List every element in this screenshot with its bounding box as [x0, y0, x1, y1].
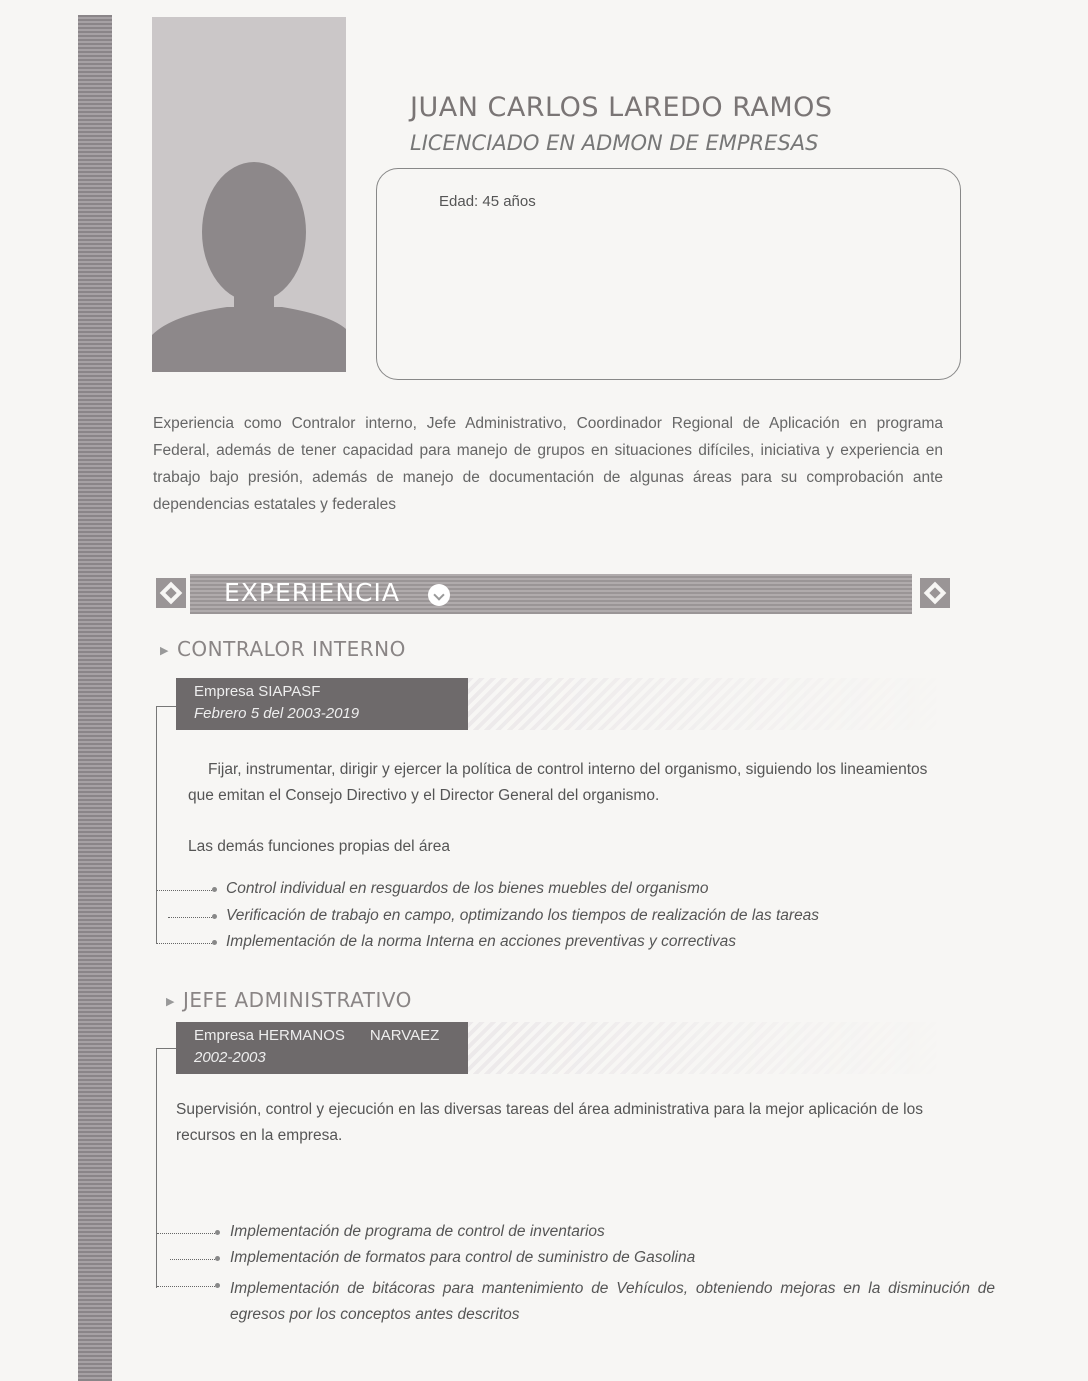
employment-period: 2002-2003	[194, 1049, 266, 1066]
candidate-name: JUAN CARLOS LAREDO RAMOS	[410, 92, 833, 123]
timeline-connector	[156, 706, 157, 944]
job-description: Supervisión, control y ejecución en las diversas tareas del área administrativa para la mejor aplicación de los recursos en la empresa.	[176, 1101, 923, 1144]
bullet-connector	[157, 943, 212, 944]
section-title: EXPERIENCIA	[224, 578, 400, 607]
job-title-text: JEFE ADMINISTRATIVO	[182, 988, 412, 1012]
job-note: Las demás funciones propias del área	[188, 838, 450, 855]
candidate-degree: LICENCIADO EN ADMON DE EMPRESAS	[410, 131, 819, 155]
company-name: Empresa HERMANOS NARVAEZ	[194, 1027, 440, 1044]
section-right-ornament-icon	[920, 578, 950, 608]
section-left-ornament-icon	[156, 578, 186, 608]
section-header-experiencia	[190, 574, 912, 614]
job-description: Fijar, instrumentar, dirigir y ejercer la política de control interno del organismo, siguiendo los lineamientos que emitan el Consejo Directivo y el Director General del organismo.	[188, 761, 928, 804]
sidebar-decorative-bar	[78, 15, 112, 1381]
triangle-right-icon: ▶	[166, 995, 175, 1008]
job-title-1	[160, 637, 406, 661]
job-title-2	[166, 988, 412, 1012]
timeline-connector	[156, 1048, 157, 1288]
job-bullet: Implementación de formatos para control de suministro de Gasolina	[230, 1249, 696, 1266]
chevron-down-icon	[428, 584, 450, 606]
triangle-right-icon: ▶	[160, 644, 169, 657]
company-banner	[176, 678, 468, 730]
age-text: Edad: 45 años	[439, 193, 536, 210]
job-bullet: Implementación de la norma Interna en acciones preventivas y correctivas	[226, 933, 737, 950]
job-bullet: Implementación de bitácoras para mantenimiento de Vehículos, obteniendo mejoras en la disminución de egresos por los conceptos antes descritos	[230, 1280, 995, 1323]
company-banner	[176, 1022, 468, 1074]
company-banner-fade	[468, 1022, 948, 1074]
job-title-text: CONTRALOR INTERNO	[176, 637, 406, 661]
bullet-connector	[157, 890, 212, 891]
company-name: Empresa SIAPASF	[194, 683, 321, 700]
bullet-connector	[168, 917, 212, 918]
job-bullet: Implementación de programa de control de inventarios	[230, 1223, 605, 1240]
timeline-tick	[156, 1048, 176, 1049]
employment-period: Febrero 5 del 2003-2019	[194, 705, 360, 722]
profile-photo-placeholder	[152, 17, 346, 372]
bullet-connector	[157, 1286, 215, 1287]
profile-summary: Experiencia como Contralor interno, Jefe Administrativo, Coordinador Regional de Aplicación en programa Federal, además de tener capacidad para manejo de grupos en situaciones difíciles, iniciativa y experiencia en trabajo bajo presión, además de manejo de documentación de algunas áreas para su comprobación ante dependencias estatales y federales	[153, 415, 943, 513]
job-bullet: Control individual en resguardos de los bienes muebles del organismo	[226, 880, 709, 897]
bullet-connector	[170, 1259, 215, 1260]
personal-info-box	[376, 168, 961, 380]
bullet-connector	[157, 1233, 215, 1234]
job-bullet: Verificación de trabajo en campo, optimizando los tiempos de realización de las tareas	[226, 907, 820, 924]
company-banner-fade	[468, 678, 948, 730]
timeline-tick	[156, 706, 176, 707]
